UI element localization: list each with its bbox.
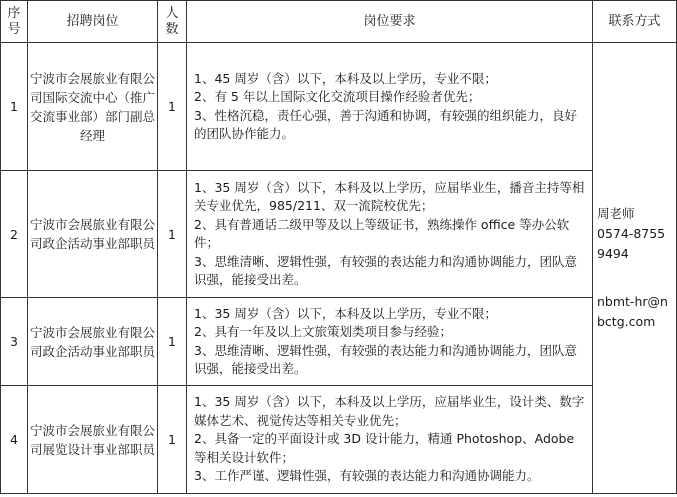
header-seq: 序号 (1, 1, 28, 43)
row-position: 宁波市会展旅业有限公司国际交流中心（推广交流事业部）部门副总经理 (28, 43, 158, 171)
requirement-line: 1、35 周岁（含）以下，本科及以上学历，应届毕业生，播音主持等相关专业优先，985/211、双一流院校优先； (194, 179, 585, 213)
requirement-line: 2、具有一年及以上文旅策划类项目参与经验； (194, 324, 452, 339)
contact-name: 周老师 (597, 206, 635, 221)
row-count: 1 (158, 298, 187, 386)
row-requirements (187, 43, 593, 171)
requirement-line: 3、工作严谨、逻辑性强，有较强的表达能力和沟通协调能力。 (194, 468, 540, 484)
table-row (1, 43, 677, 171)
contact-cell (593, 43, 677, 494)
header-row (1, 1, 677, 43)
contact-email[interactable]: nbmt-hr@nbctg.com (597, 294, 668, 329)
requirement-line: 2、有 5 年以上国际文化交流项目操作经验者优先； (194, 89, 481, 104)
requirement-line: 2、具有普通话二级甲等及以上等级证书，熟练操作 office 等办公软件； (194, 216, 570, 250)
row-position: 宁波市会展旅业有限公司展览设计事业部职员 (28, 386, 158, 494)
requirement-line: 3、性格沉稳，责任心强，善于沟通和协调，有较强的组织能力，良好的团队协作能力。 (194, 107, 577, 141)
header-count: 人数 (158, 1, 187, 43)
requirement-line: 1、35 周岁（含）以下，本科及以上学历，专业不限； (194, 305, 497, 321)
row-count: 1 (158, 171, 187, 298)
row-seq: 1 (1, 43, 28, 171)
table-row (1, 171, 677, 298)
header-position: 招聘岗位 (28, 1, 158, 43)
requirement-line: 3、思维清晰、逻辑性强，有较强的表达能力和沟通协调能力，团队意识强，能接受出差。 (194, 342, 577, 376)
contact-phone: 0574-87559494 (597, 226, 666, 261)
header-contact: 联系方式 (593, 1, 677, 43)
header-requirements: 岗位要求 (187, 1, 593, 43)
row-count: 1 (158, 43, 187, 171)
row-requirements (187, 298, 593, 386)
row-seq: 2 (1, 171, 28, 298)
table-row (1, 386, 677, 494)
row-seq: 4 (1, 386, 28, 494)
row-requirements (187, 386, 593, 494)
row-position: 宁波市会展旅业有限公司政企活动事业部职员 (28, 171, 158, 298)
contact-spacer (597, 264, 672, 292)
requirement-line: 1、45 周岁（含）以下，本科及以上学历，专业不限； (194, 70, 497, 86)
requirement-line: 3、思维清晰、逻辑性强，有较强的表达能力和沟通协调能力，团队意识强，能接受出差。 (194, 253, 577, 287)
row-count: 1 (158, 386, 187, 494)
row-position: 宁波市会展旅业有限公司政企活动事业部职员 (28, 298, 158, 386)
table-row (1, 298, 677, 386)
requirement-line: 2、具备一定的平面设计或 3D 设计能力，精通 Photoshop、Adobe 等相关设计软件； (194, 431, 575, 465)
row-requirements (187, 171, 593, 298)
requirement-line: 1、35 周岁（含）以下，本科及以上学历，应届毕业生，设计类、数字媒体艺术、视觉传达等相关专业优先； (194, 394, 585, 428)
row-seq: 3 (1, 298, 28, 386)
